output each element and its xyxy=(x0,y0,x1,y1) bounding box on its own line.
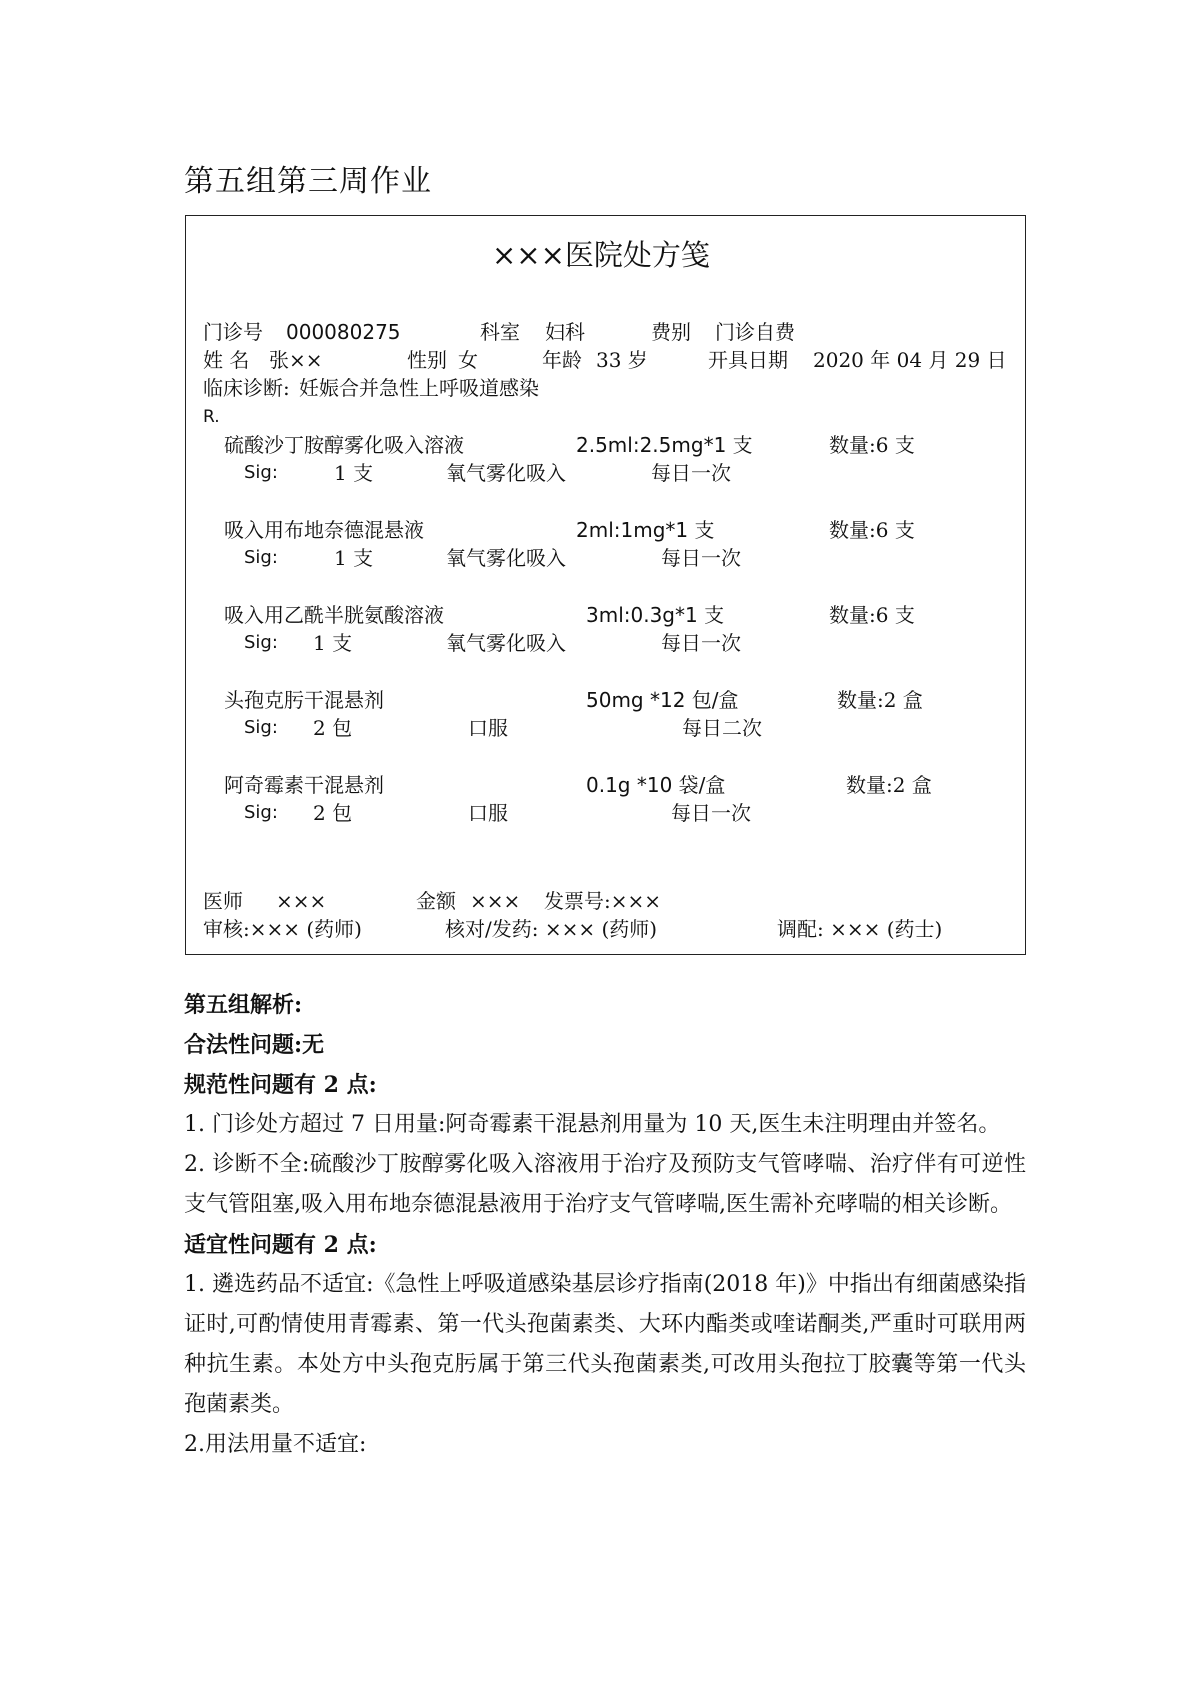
drug-spec: 50mg *12 包/盒 xyxy=(586,688,739,712)
rx-mark: R. xyxy=(203,407,220,427)
drug-sig-label: Sig: xyxy=(244,547,278,568)
drug-name: 吸入用布地奈德混悬液 xyxy=(224,518,424,542)
drug-frequency: 每日一次 xyxy=(661,631,741,655)
date-value: 2020 年 04 月 29 日 xyxy=(813,348,1007,372)
age-value: 33 岁 xyxy=(596,348,648,372)
normative-item: 2. 诊断不全:硫酸沙丁胺醇雾化吸入溶液用于治疗及预防支气管哮喘、治疗伴有可逆性支气管阻塞,吸入用布地奈德混悬液用于治疗支气管哮喘,医生需补充哮喘的相关诊断。 xyxy=(184,1152,1026,1217)
suitability-heading: 适宜性问题有 2 点: xyxy=(184,1232,377,1258)
clinic-no-label: 门诊号 xyxy=(203,320,263,344)
drug-spec: 3ml:0.3g*1 支 xyxy=(586,603,725,627)
doctor-value: ××× xyxy=(276,889,327,913)
fee-value: 门诊自费 xyxy=(715,320,795,344)
sex-label: 性别 xyxy=(407,348,447,372)
drug-name: 阿奇霉素干混悬剂 xyxy=(224,773,384,797)
fee-label: 费别 xyxy=(651,320,691,344)
drug-quantity: 数量:6 支 xyxy=(829,518,915,542)
doctor-label: 医师 xyxy=(203,889,243,913)
drug-dose: 2 包 xyxy=(313,716,353,740)
drug-spec: 0.1g *10 袋/盒 xyxy=(586,773,726,797)
diagnosis-label: 临床诊断: xyxy=(203,376,290,400)
suitability-item: 2.用法用量不适宜: xyxy=(184,1432,367,1457)
legality-line: 合法性问题:无 xyxy=(184,1032,325,1058)
invoice-number: 发票号:××× xyxy=(544,889,662,913)
drug-quantity: 数量:2 盒 xyxy=(846,773,932,797)
sex-value: 女 xyxy=(458,348,478,372)
drug-route: 口服 xyxy=(468,716,508,740)
drug-dose: 2 包 xyxy=(313,801,353,825)
name-value: 张×× xyxy=(269,348,323,372)
page-title: 第五组第三周作业 xyxy=(184,164,432,199)
drug-frequency: 每日二次 xyxy=(682,716,762,740)
drug-name: 硫酸沙丁胺醇雾化吸入溶液 xyxy=(224,433,464,457)
analysis-heading: 第五组解析: xyxy=(184,992,303,1018)
diagnosis-value: 妊娠合并急性上呼吸道感染 xyxy=(299,376,539,400)
age-label: 年龄 xyxy=(542,348,582,372)
normative-heading: 规范性问题有 2 点: xyxy=(184,1072,377,1098)
drug-spec: 2.5ml:2.5mg*1 支 xyxy=(576,433,753,457)
suitability-item: 1. 遴选药品不适宜:《急性上呼吸道感染基层诊疗指南(2018 年)》中指出有细菌感染指证时,可酌情使用青霉素、第一代头孢菌素类、大环内酯类或喹诺酮类,严重时可联用两种抗生素。本处方中头孢克肟属于第三代头孢菌素类,可改用头孢拉丁胶囊等第一代头孢菌素类。 xyxy=(184,1272,1026,1417)
check-dispense: 核对/发药: ××× (药师) xyxy=(445,917,658,941)
drug-sig-label: Sig: xyxy=(244,717,278,738)
amount-label: 金额 xyxy=(416,889,456,913)
drug-quantity: 数量:6 支 xyxy=(829,433,915,457)
dept-label: 科室 xyxy=(480,320,520,344)
drug-sig-label: Sig: xyxy=(244,462,278,483)
drug-name: 头孢克肟干混悬剂 xyxy=(224,688,384,712)
drug-quantity: 数量:2 盒 xyxy=(837,688,923,712)
drug-spec: 2ml:1mg*1 支 xyxy=(576,518,715,542)
date-label: 开具日期 xyxy=(708,348,788,372)
drug-route: 氧气雾化吸入 xyxy=(446,461,566,485)
drug-frequency: 每日一次 xyxy=(661,546,741,570)
drug-quantity: 数量:6 支 xyxy=(829,603,915,627)
dept-value: 妇科 xyxy=(545,320,585,344)
drug-name: 吸入用乙酰半胱氨酸溶液 xyxy=(224,603,444,627)
prescription-title: ×××医院处方笺 xyxy=(492,238,710,272)
analysis-section xyxy=(184,985,1026,1465)
review-pharmacist: 审核:××× (药师) xyxy=(203,917,362,941)
clinic-no-value: 000080275 xyxy=(286,320,401,344)
drug-dose: 1 支 xyxy=(334,546,374,570)
drug-frequency: 每日一次 xyxy=(671,801,751,825)
dispense-assistant: 调配: ××× (药士) xyxy=(777,917,943,941)
prescription-form xyxy=(185,215,1026,955)
drug-dose: 1 支 xyxy=(313,631,353,655)
drug-route: 氧气雾化吸入 xyxy=(446,546,566,570)
name-label: 姓 名 xyxy=(203,348,250,372)
drug-sig-label: Sig: xyxy=(244,802,278,823)
drug-dose: 1 支 xyxy=(334,461,374,485)
drug-frequency: 每日一次 xyxy=(651,461,731,485)
drug-route: 口服 xyxy=(468,801,508,825)
amount-value: ××× xyxy=(470,889,521,913)
drug-sig-label: Sig: xyxy=(244,632,278,653)
drug-route: 氧气雾化吸入 xyxy=(446,631,566,655)
normative-item: 1. 门诊处方超过 7 日用量:阿奇霉素干混悬剂用量为 10 天,医生未注明理由并签名。 xyxy=(184,1112,1001,1137)
